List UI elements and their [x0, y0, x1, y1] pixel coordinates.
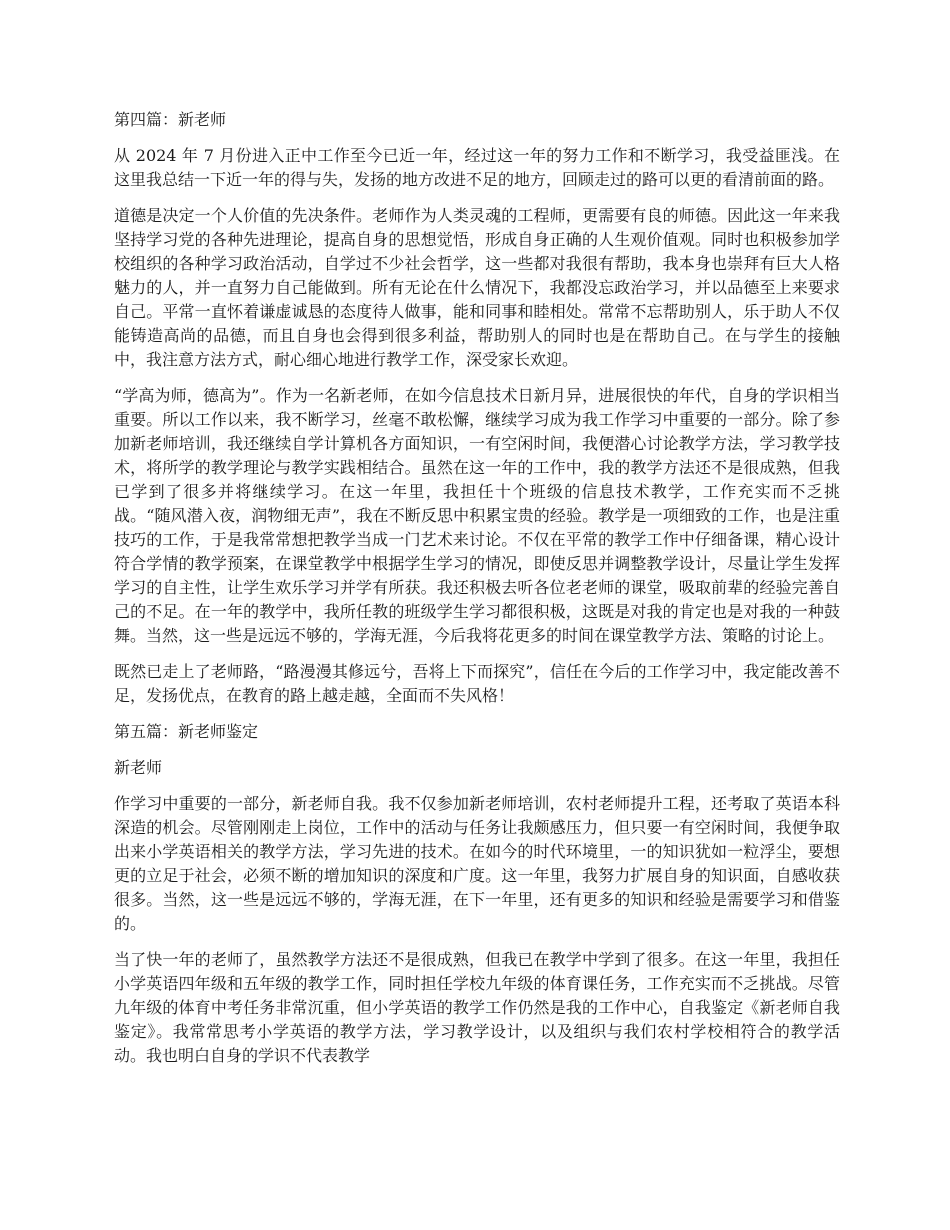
section-5-paragraph-2: 当了快一年的老师了，虽然教学方法还不是很成熟，但我已在教学中学到了很多。在这一年里，我担任小学英语四年级和五年级的教学工作，同时担任学校九年级的体育课任务，工作充实而不乏挑战。尽管九年级的体育中考任务非常沉重，但小学英语的教学工作仍然是我的工作中心，自我鉴定《新老师自我鉴定》。我常常思考小学英语的教学方法，学习教学设计，以及组织与我们农村学校相符合的教学活动。我也明白自身的学识不代表教学 — [114, 950, 840, 1065]
section-4-paragraph-3: “学高为师，德高为”。作为一名新老师，在如今信息技术日新月异，进展很快的年代，自身的学识相当重要。所以工作以来，我不断学习，丝毫不敢松懈，继续学习成为我工作学习中重要的一部分。除了参加新老师培训，我还继续自学计算机各方面知识，一有空闲时间，我便潜心讨论教学方法，学习教学技术，将所学的教学理论与教学实践相结合。虽然在这一年的工作中，我的教学方法还不是很成熟，但我已学到了很多并将继续学习。在这一年里，我担任十个班级的信息技术教学，工作充实而不乏挑战。“随风潜入夜，润物细无声”，我在不断反思中积累宝贵的经验。教学是一项细致的工作，也是注重技巧的工作，于是我常常想把教学当成一门艺术来讨论。不仅在平常的教学工作中仔细备课，精心设计符合学情的教学预案，在课堂教学中根据学生学习的情况，即使反思并调整教学设计，尽量让学生发挥学习的自主性，让学生欢乐学习并学有所获。我还积极去听各位老老师的课堂，吸取前辈的经验完善自己的不足。在一年的教学中，我所任教的班级学生学习都很积极，这既是对我的肯定也是对我的一种鼓舞。当然，这一些是远远不够的，学海无涯，今后我将花更多的时间在课堂教学方法、策略的讨论上。 — [114, 386, 840, 645]
section-5-paragraph-1: 作学习中重要的一部分，新老师自我。我不仅参加新老师培训，农村老师提升工程，还考取了英语本科深造的机会。尽管刚刚走上岗位，工作中的活动与任务让我颇感压力，但只要一有空闲时间，我便争取出来小学英语相关的教学方法，学习先进的技术。在如今的时代环境里，一的知识犹如一粒浮尘，要想更的立足于社会，必须不断的增加知识的深度和广度。这一年里，我努力扩展自身的知识面，自感收获很多。当然，这一些是远远不够的，学海无涯，在下一年里，还有更多的知识和经验是需要学习和借鉴的。 — [114, 794, 840, 933]
document-page — [114, 108, 840, 1080]
section-4-paragraph-2: 道德是决定一个人价值的先决条件。老师作为人类灵魂的工程师，更需要有良的师德。因此这一年来我坚持学习党的各种先进理论，提高自身的思想觉悟，形成自身正确的人生观价值观。同时也积极参加学校组织的各种学习政治活动，自学过不少社会哲学，这一些都对我很有帮助，我本身也崇拜有巨大人格魅力的人，并一直努力自己能做到。所有无论在什么情况下，我都没忘政治学习，并以品德至上来要求自己。平常一直怀着谦虚诚恳的态度待人做事，能和同事和睦相处。常常不忘帮助别人，乐于助人不仅能铸造高尚的品德，而且自身也会得到很多利益，帮助别人的同时也是在帮助自己。在与学生的接触中，我注意方法方式，耐心细心地进行教学工作，深受家长欢迎。 — [114, 206, 840, 369]
section-4-paragraph-4: 既然已走上了老师路，“路漫漫其修远兮，吾将上下而探究”，信任在今后的工作学习中，我定能改善不足，发扬优点，在教育的路上越走越，全面而不失风格！ — [114, 662, 840, 705]
section-5-subtitle: 新老师 — [114, 758, 163, 777]
section-4-paragraph-1: 从 2024 年 7 月份进入正中工作至今已近一年，经过这一年的努力工作和不断学习，我受益匪浅。在这里我总结一下近一年的得与失，发扬的地方改进不足的地方，回顾走过的路可以更的看清前面的路。 — [114, 146, 840, 189]
section-4-title: 第四篇：新老师 — [114, 110, 227, 129]
section-5-title: 第五篇：新老师鉴定 — [114, 722, 259, 741]
